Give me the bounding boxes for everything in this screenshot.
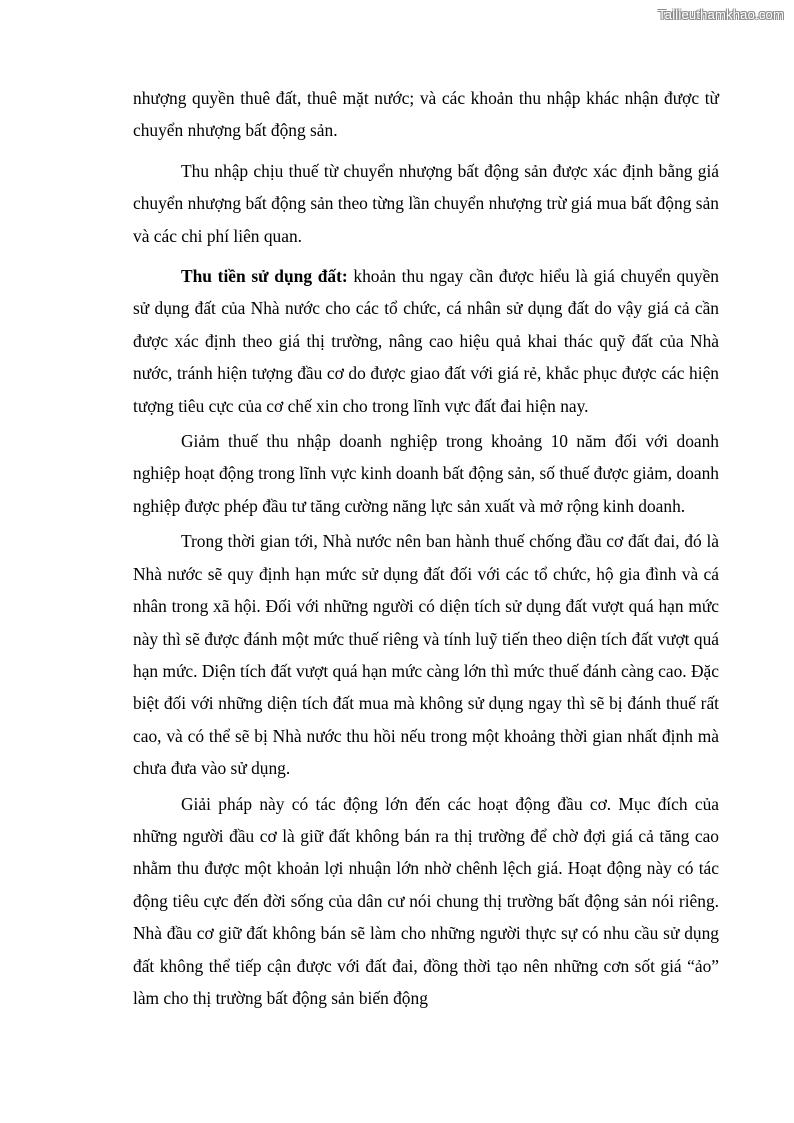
paragraph-lead-heading: Thu tiền sử dụng đất: <box>181 266 348 287</box>
paragraph-solution-impact <box>133 788 719 1015</box>
paragraph-text: khoản thu ngay cần được hiểu là giá chuyển quyền sử dụng đất của Nhà nước cho các tổ chức, cá nhân sử dụng đất do vậy giá cả cần được xác định theo giá thị trường, nâng cao hiệu quả khai thác quỹ đất của Nhà nước, tránh hiện tượng đầu cơ do được giao đất với giá rẻ, khắc phục được các hiện tượng tiêu cực của cơ chế xin cho trong lĩnh vực đất đai hiện nay. <box>133 266 719 416</box>
paragraph-text: Giảm thuế thu nhập doanh nghiệp trong khoảng 10 năm đối với doanh nghiệp hoạt động trong lĩnh vực kinh doanh bất động sản, số thuế được giảm, doanh nghiệp được phép đầu tư tăng cường năng lực sản xuất và mở rộng kinh doanh. <box>133 431 719 516</box>
paragraph-text: Giải pháp này có tác động lớn đến các hoạt động đầu cơ. Mục đích của những người đầu cơ là giữ đất không bán ra thị trường để chờ đợi giá cả tăng cao nhằm thu được một khoản lợi nhuận lớn nhờ chênh lệch giá. Hoạt động này có tác động tiêu cực đến đời sống của dân cư nói chung thị trường bất động sản nói riêng. Nhà đầu cơ giữ đất không bán sẽ làm cho những người thực sự có nhu cầu sử dụng đất không thể tiếp cận được với đất đai, đồng thời tạo nên những cơn sốt giá “ảo” làm cho thị trường bất động sản biến động <box>133 793 719 1008</box>
paragraph-land-use-fee <box>133 260 719 422</box>
paragraph-corporate-tax <box>133 425 719 522</box>
paragraph-taxable-income <box>133 155 719 252</box>
paragraph-text: nhượng quyền thuê đất, thuê mặt nước; và các khoản thu nhập khác nhận được từ chuyển nhượng bất động sản. <box>133 88 719 141</box>
document-body <box>133 82 719 1014</box>
paragraph-anti-speculation-tax <box>133 525 719 784</box>
paragraph-continuation <box>133 82 719 147</box>
paragraph-text: Thu nhập chịu thuế từ chuyển nhượng bất động sản được xác định bằng giá chuyển nhượng bất động sản theo từng lần chuyển nhượng trừ giá mua bất động sản và các chi phí liên quan. <box>133 160 719 246</box>
paragraph-text: Trong thời gian tới, Nhà nước nên ban hành thuế chống đầu cơ đất đai, đó là Nhà nước sẽ quy định hạn mức sử dụng đất đối với các tổ chức, hộ gia đình và cá nhân trong xã hội. Đối với những người có diện tích sử dụng đất vượt quá hạn mức này thì sẽ được đánh một mức thuế riêng và tính luỹ tiến theo diện tích đất vượt quá hạn mức. Diện tích đất vượt quá hạn mức càng lớn thì mức thuế đánh càng cao. Đặc biệt đối với những diện tích đất mua mà không sử dụng ngay thì sẽ bị đánh thuế rất cao, và có thể sẽ bị Nhà nước thu hồi nếu trong một khoảng thời gian nhất định mà chưa đưa vào sử dụng. <box>133 531 719 779</box>
watermark-text: Tailieuthamkhao.com <box>658 7 784 22</box>
